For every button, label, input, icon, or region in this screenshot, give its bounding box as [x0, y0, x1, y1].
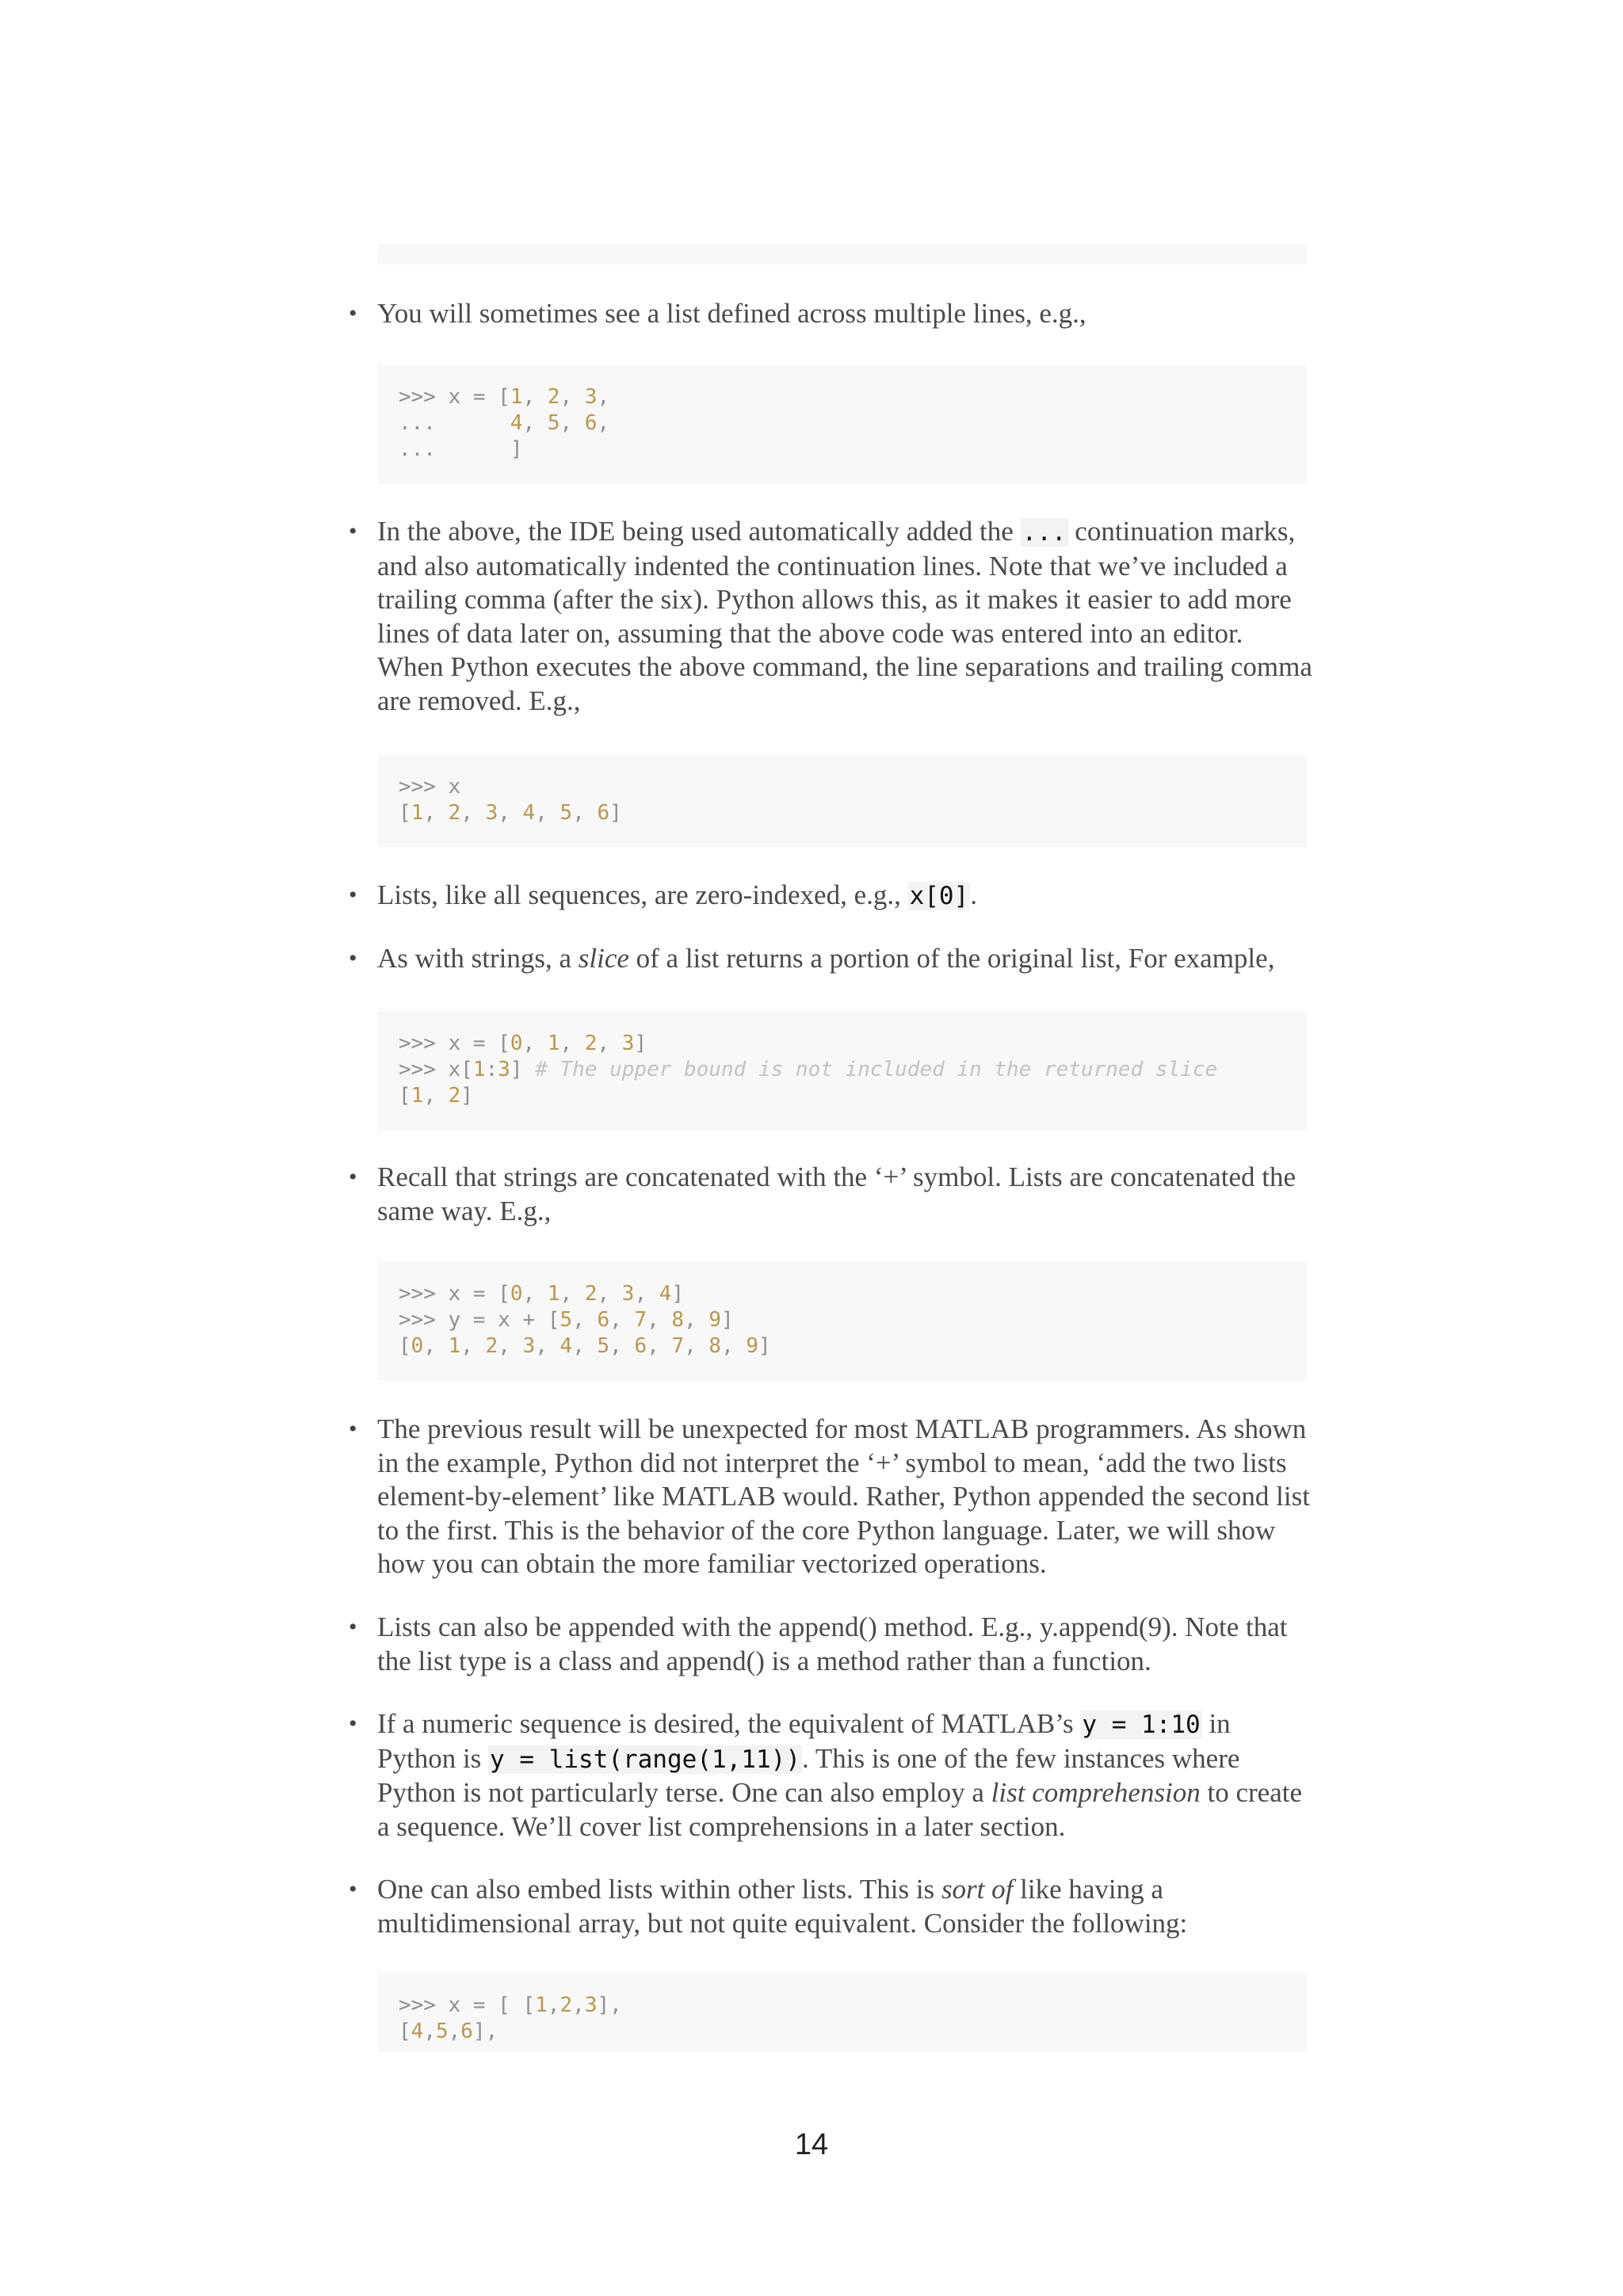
code-number: 3: [621, 1282, 635, 1306]
bullet-item: [349, 1413, 1312, 1581]
code-text: ,: [597, 1282, 622, 1306]
body-text: You will sometimes see a list defined across multiple lines, e.g.,: [377, 298, 1086, 329]
code-line: [399, 1307, 1307, 1333]
code-number: 2: [584, 1032, 598, 1055]
code-number: 1: [547, 1032, 560, 1055]
code-block-multiline-list: [377, 364, 1307, 484]
code-number: 5: [559, 801, 573, 825]
code-number: 2: [559, 1993, 573, 2017]
code-text: >>> x = [: [399, 1282, 510, 1306]
body-text: In the above, the IDE being used automatically added the: [377, 516, 1021, 547]
code-text: ,: [572, 1308, 598, 1332]
code-line: [399, 800, 1307, 826]
code-number: 3: [485, 801, 498, 825]
code-text: [: [399, 1334, 411, 1358]
code-number: 4: [411, 2019, 424, 2043]
code-text: [: [399, 2019, 411, 2043]
body-text: like having a multidimensional array, but not quite equivalent. Consider the following:: [377, 1874, 1188, 1939]
code-number: 0: [510, 1282, 523, 1306]
code-number: 4: [510, 411, 523, 435]
code-number: 9: [708, 1308, 722, 1332]
code-text: ,: [597, 411, 610, 435]
code-line: [399, 1083, 1307, 1109]
code-block-concatenation: [377, 1261, 1307, 1381]
body-text: continuation marks, and also automatically indented the continuation lines. Note that we’ve included a trailing comma (after the six). Python allows this, as it makes it easier to add more lines of data later on, assuming that the above code was entered into an editor. When Python executes the above command, the line separations and trailing comma are removed. E.g.,: [377, 516, 1312, 716]
code-text: ]: [758, 1334, 771, 1358]
code-block-top-fragment: [377, 244, 1307, 265]
code-number: 3: [584, 385, 598, 409]
code-text: ],: [597, 1993, 622, 2017]
code-line: [399, 1281, 1307, 1307]
code-number: 6: [584, 411, 598, 435]
code-text: ,: [559, 385, 585, 409]
code-text: ,: [522, 385, 548, 409]
page-number: 14: [794, 2128, 829, 2161]
code-text: ,: [498, 1334, 523, 1358]
code-number: 4: [659, 1282, 672, 1306]
code-text: [: [399, 801, 411, 825]
bullet-dot: •: [349, 300, 357, 326]
code-number: 6: [460, 2019, 473, 2043]
body-text: The previous result will be unexpected for most MATLAB programmers. As shown in the example, Python did not interpret the ‘+’ symbol to mean, ‘add the two lists element-by-element’ like MATLAB would. Rather, Python appended the second list to the first. This is the behavior of the core Python language. Later, we will show how you can obtain the more familiar vectorized operations.: [377, 1413, 1310, 1579]
code-number: 2: [448, 1084, 461, 1108]
code-text: ,: [597, 385, 610, 409]
body-text: One can also embed lists within other lists. This is: [377, 1874, 941, 1905]
bullet-dot: •: [349, 1164, 357, 1190]
code-number: 1: [547, 1282, 560, 1306]
code-number: 0: [510, 1032, 523, 1055]
code-number: 4: [559, 1334, 573, 1358]
code-number: 6: [597, 801, 610, 825]
code-line: [399, 774, 1307, 800]
bullet-dot: •: [349, 518, 357, 544]
code-text: ,: [460, 801, 486, 825]
code-text: :: [485, 1058, 498, 1081]
code-number: 1: [448, 1334, 461, 1358]
body-text: in Python is: [377, 1708, 1231, 1774]
code-block-slice: [377, 1011, 1307, 1131]
body-text: Recall that strings are concatenated with the ‘+’ symbol. Lists are concatenated the same way. E.g.,: [377, 1161, 1296, 1226]
bullet-item: [349, 1707, 1312, 1844]
code-number: 3: [498, 1058, 510, 1081]
code-number: 1: [411, 801, 424, 825]
code-text: ... ]: [399, 437, 523, 461]
code-text: ]: [721, 1308, 734, 1332]
code-number: 2: [485, 1334, 498, 1358]
code-text: ,: [448, 2019, 461, 2043]
code-text: >>> x = [: [399, 1032, 510, 1055]
bullet-dot: •: [349, 1711, 357, 1737]
bullet-dot: •: [349, 945, 357, 971]
code-number: 6: [634, 1334, 647, 1358]
bullet-item: [349, 1873, 1312, 1940]
code-text: [: [399, 1084, 411, 1108]
inline-code: y = list(range(1,11)): [490, 1745, 800, 1774]
code-line: [399, 1333, 1307, 1360]
code-number: 5: [547, 411, 560, 435]
body-text: .: [970, 879, 978, 910]
code-text: >>> x: [399, 775, 461, 799]
code-text: ,: [634, 1282, 659, 1306]
bullet-item: [349, 297, 1312, 331]
code-text: ,: [423, 801, 449, 825]
emphasis-text: sort of: [941, 1874, 1014, 1905]
code-text: ]: [609, 801, 622, 825]
bullet-item: [349, 879, 1312, 913]
code-number: 2: [448, 801, 461, 825]
code-text: ,: [522, 411, 548, 435]
code-text: ,: [684, 1308, 709, 1332]
body-text: Lists, like all sequences, are zero-indexed, e.g.,: [377, 879, 908, 910]
code-number: 5: [435, 2019, 449, 2043]
code-text: ,: [547, 1993, 560, 2017]
code-text: ,: [597, 1032, 622, 1055]
code-comment: # The upper bound is not included in the returned slice: [535, 1058, 1218, 1081]
code-text: ,: [609, 1334, 635, 1358]
code-text: ,: [572, 1334, 598, 1358]
bullet-item: [349, 515, 1312, 718]
code-text: ]: [460, 1084, 473, 1108]
code-text: >>> x[: [399, 1058, 473, 1081]
bullet-item: [349, 1161, 1312, 1228]
code-number: 8: [671, 1308, 685, 1332]
code-line: [399, 1031, 1307, 1057]
code-text: ,: [522, 1282, 548, 1306]
code-number: 1: [535, 1993, 548, 2017]
code-number: 4: [522, 801, 536, 825]
code-number: 1: [510, 385, 523, 409]
code-text: >>> x = [: [399, 385, 510, 409]
inline-code: ...: [1022, 518, 1067, 547]
code-line: [399, 384, 1307, 410]
code-text: ,: [535, 801, 560, 825]
body-text: As with strings, a: [377, 943, 579, 974]
code-text: ]: [510, 1058, 536, 1081]
body-text: . This is one of the few instances where Python is not particularly terse. One can also employ a: [377, 1742, 1240, 1808]
code-text: ,: [460, 1334, 486, 1358]
code-text: ,: [423, 2019, 436, 2043]
code-number: 3: [522, 1334, 536, 1358]
code-text: ,: [647, 1334, 672, 1358]
bullet-dot: •: [349, 1876, 357, 1902]
code-line: [399, 410, 1307, 437]
code-number: 7: [634, 1308, 647, 1332]
code-number: 2: [547, 385, 560, 409]
code-text: ],: [472, 2019, 498, 2043]
code-text: ,: [572, 801, 598, 825]
code-text: ...: [399, 411, 510, 435]
code-number: 2: [584, 1282, 598, 1306]
bullet-dot: •: [349, 882, 357, 908]
code-text: ,: [609, 1308, 635, 1332]
code-text: ,: [559, 411, 585, 435]
emphasis-text: slice: [578, 943, 629, 974]
code-text: >>> x = [ [: [399, 1993, 536, 2017]
code-text: ]: [671, 1282, 685, 1306]
code-number: 9: [746, 1334, 759, 1358]
bullet-dot: •: [349, 1416, 357, 1442]
code-line: [399, 1057, 1307, 1083]
code-text: ]: [634, 1032, 647, 1055]
body-text: to create a sequence. We’ll cover list comprehensions in a later section.: [377, 1777, 1303, 1842]
code-number: 3: [621, 1032, 635, 1055]
code-text: ,: [423, 1334, 449, 1358]
bullet-item: [349, 1611, 1312, 1678]
code-number: 3: [584, 1993, 598, 2017]
code-text: ,: [559, 1282, 585, 1306]
code-number: 6: [597, 1308, 610, 1332]
code-line: [399, 2019, 1307, 2045]
code-number: 1: [411, 1084, 424, 1108]
code-text: ,: [498, 801, 523, 825]
code-line: [399, 437, 1307, 463]
code-text: ,: [559, 1032, 585, 1055]
code-text: ,: [647, 1308, 672, 1332]
inline-code: y = 1:10: [1082, 1711, 1201, 1739]
bullet-item: [349, 942, 1312, 976]
body-text: of a list returns a portion of the original list, For example,: [628, 943, 1275, 974]
code-text: ,: [721, 1334, 747, 1358]
body-text: If a numeric sequence is desired, the equivalent of MATLAB’s: [377, 1708, 1081, 1739]
code-number: 1: [472, 1058, 486, 1081]
code-number: 5: [597, 1334, 610, 1358]
emphasis-text: list comprehension: [991, 1777, 1201, 1808]
code-text: ,: [423, 1084, 449, 1108]
code-block-nested-list: [377, 1973, 1307, 2052]
inline-code: x[0]: [909, 882, 969, 910]
code-number: 8: [708, 1334, 722, 1358]
code-text: ,: [535, 1334, 560, 1358]
code-number: 0: [411, 1334, 424, 1358]
body-text: Lists can also be appended with the append() method. E.g., y.append(9). Note that the list type is a class and append() is a method rather than a function.: [377, 1611, 1288, 1676]
code-text: ,: [572, 1993, 585, 2017]
code-line: [399, 1993, 1307, 2019]
code-number: 5: [559, 1308, 573, 1332]
code-block-list-output: [377, 755, 1307, 847]
bullet-dot: •: [349, 1614, 357, 1640]
code-text: >>> y = x + [: [399, 1308, 560, 1332]
code-text: ,: [522, 1032, 548, 1055]
code-text: ,: [684, 1334, 709, 1358]
code-number: 7: [671, 1334, 685, 1358]
